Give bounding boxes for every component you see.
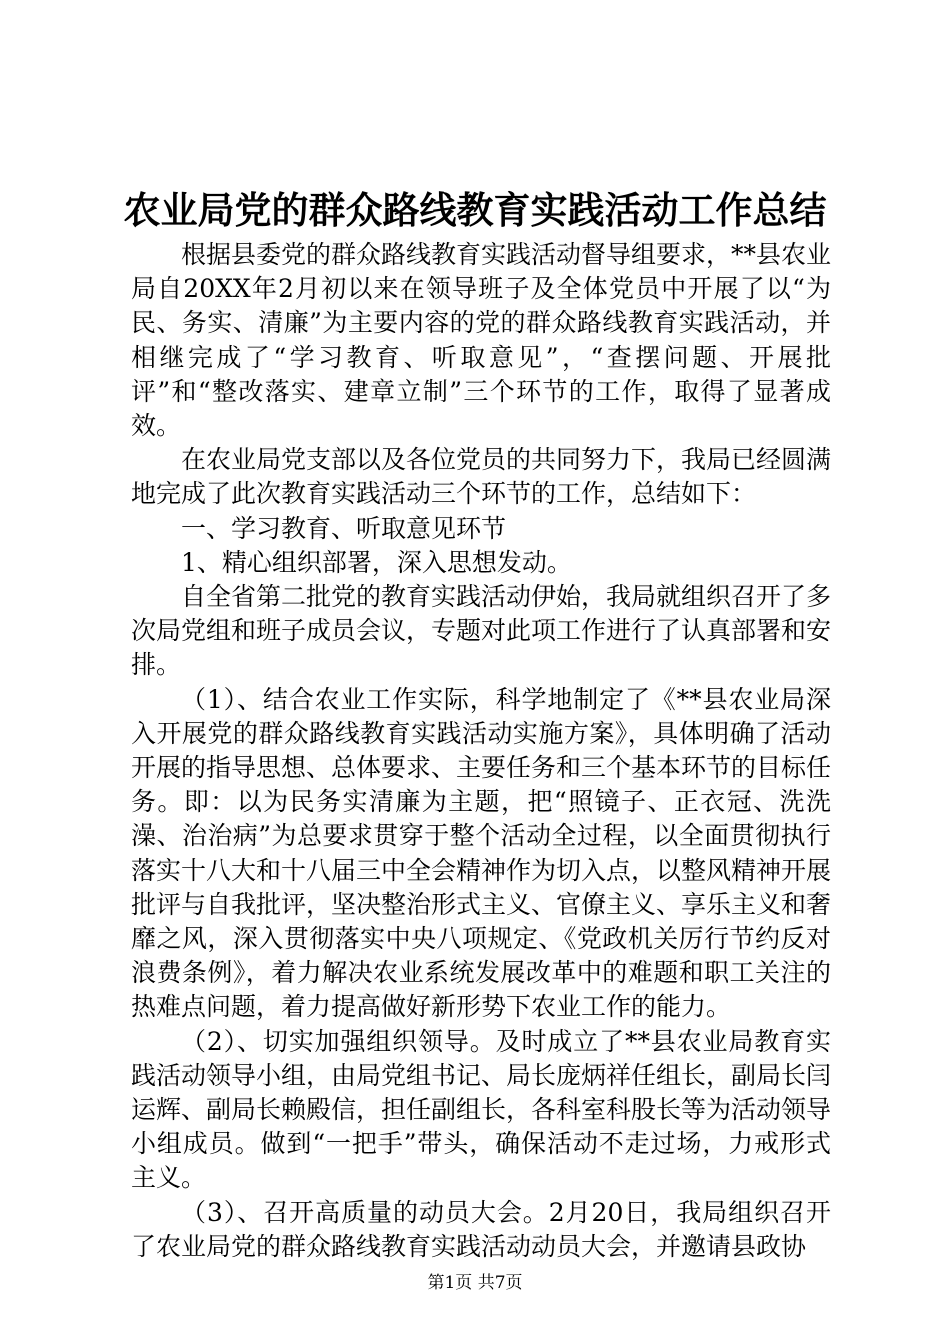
paragraph-deployment: 自全省第二批党的教育实践活动伊始，我局就组织召开了多次局党组和班子成员会议，专题对此项工作进行了认真部署和安排。 bbox=[131, 582, 832, 680]
paragraph-item-1: （1）、结合农业工作实际，科学地制定了《**县农业局深入开展党的群众路线教育实践活动实施方案》，具体明确了活动开展的指导思想、总体要求、主要任务和三个基本环节的目标任务。即：以为民务实清廉为主题，把“照镜子、正衣冠、洗洗澡、治治病”为总要求贯穿于整个活动全过程，以全面贯彻执行落实十八大和十八届三中全会精神作为切入点，以整风精神开展批评与自我批评，坚决整治形式主义、官僚主义、享乐主义和奢靡之风，深入贯彻落实中央八项规定、《党政机关厉行节约反对浪费条例》，着力解决农业系统发展改革中的难题和职工关注的热难点问题，着力提高做好新形势下农业工作的能力。 bbox=[131, 684, 832, 1022]
paragraph-summary-lead: 在农业局党支部以及各位党员的共同努力下，我局已经圆满地完成了此次教育实践活动三个环节的工作，总结如下： bbox=[131, 445, 832, 509]
paragraph-item-3: （3）、召开高质量的动员大会。2月20日，我局组织召开了农业局党的群众路线教育实践活动动员大会，并邀请县政协 bbox=[131, 1197, 831, 1261]
document-title: 农业局党的群众路线教育实践活动工作总结 bbox=[123, 188, 827, 232]
document-body bbox=[131, 238, 831, 1264]
paragraph-item-2: （2）、切实加强组织领导。及时成立了**县农业局教育实践活动领导小组，由局党组书记、局长庞炳祥任组长，副局长闫运辉、副局长赖殿信，担任副组长，各科室科股长等为活动领导小组成员。做到“一把手”带头，确保活动不走过场，力戒形式主义。 bbox=[131, 1026, 832, 1193]
subsection-heading-1: 1、精心组织部署，深入思想发动。 bbox=[181, 547, 572, 577]
section-heading-1: 一、学习教育、听取意见环节 bbox=[181, 513, 507, 543]
paragraph-intro: 根据县委党的群众路线教育实践活动督导组要求，**县农业局自20XX年2月初以来在领导班子及全体党员中开展了以“为民、务实、清廉”为主要内容的党的群众路线教育实践活动，并相继完成了“学习教育、听取意见”，“查摆问题、开展批评”和“整改落实、建章立制”三个环节的工作，取得了显著成效。 bbox=[131, 240, 832, 441]
page-number-footer: 第1页 共7页 bbox=[427, 1273, 523, 1293]
